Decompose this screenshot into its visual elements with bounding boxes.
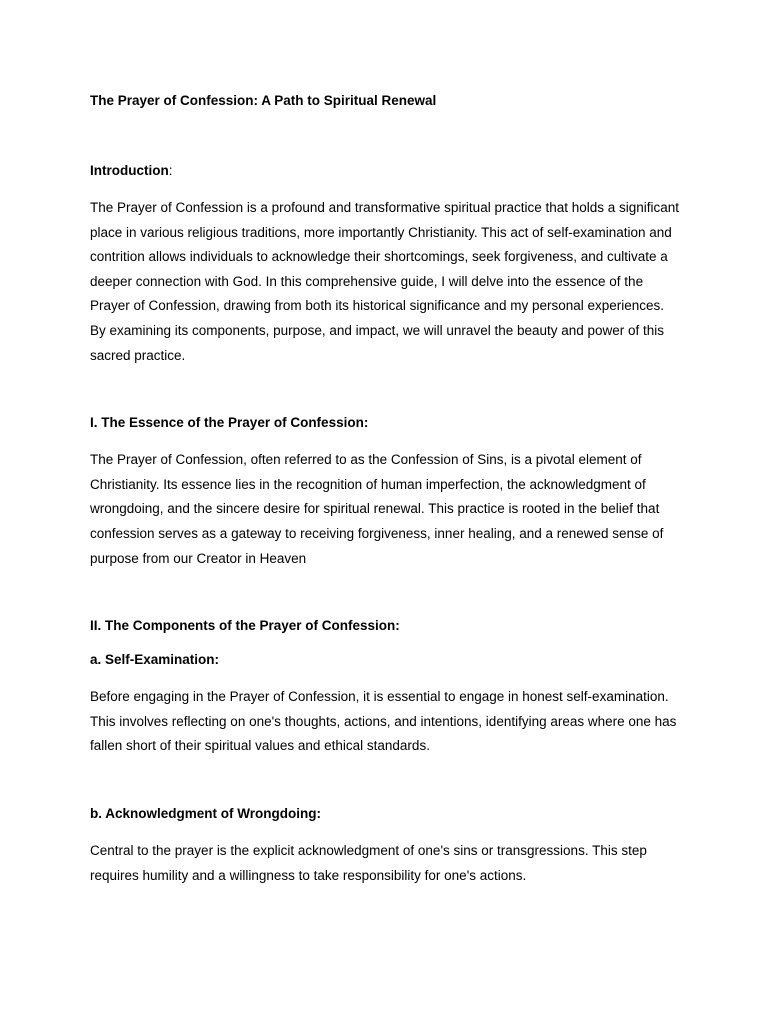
introduction-heading — [90, 162, 682, 180]
subsection-a-heading: a. Self-Examination: — [90, 652, 220, 668]
spacer — [90, 110, 682, 162]
spacer — [90, 669, 682, 685]
section-1-heading: I. The Essence of the Prayer of Confession: — [90, 415, 369, 431]
spacer — [90, 823, 682, 839]
spacer — [90, 635, 682, 651]
spacer — [90, 571, 682, 617]
subsection-a-paragraph: Before engaging in the Prayer of Confession, it is essential to engage in honest self-examination. This involves reflecting on one's thoughts, actions, and intentions, identifying areas where one has fallen short of their spiritual values and ethical standards. — [90, 689, 677, 754]
document-title: The Prayer of Confession: A Path to Spiritual Renewal — [90, 93, 437, 108]
introduction-heading-text: Introduction — [90, 163, 169, 178]
introduction-heading-colon: : — [168, 163, 173, 178]
spacer — [90, 432, 682, 448]
subsection-b-heading: b. Acknowledgment of Wrongdoing: — [90, 805, 321, 821]
subsection-b-paragraph: Central to the prayer is the explicit acknowledgment of one's sins or transgressions. This step requires humility and a willingness to take responsibility for one's actions. — [90, 842, 647, 883]
introduction-paragraph: The Prayer of Confession is a profound and transformative spiritual practice that holds a significant place in various religious traditions, more importantly Christianity. This act of self-examination and contrition allows individuals to acknowledge their shortcomings, seek forgiveness, and cultivate a deeper connection with God. In this comprehensive guide, I will delve into the essence of the Prayer of Confession, drawing from both its historical significance and my personal experiences. By examining its components, purpose, and impact, we will unravel the beauty and power of this sacred practice. — [90, 200, 680, 363]
section-1-paragraph: The Prayer of Confession, often referred to as the Confession of Sins, is a pivotal element of Christianity. Its essence lies in the recognition of human imperfection, the acknowledgment of wrongdoing, and the sincere desire for spiritual renewal. This practice is rooted in the belief that confession serves as a gateway to receiving forgiveness, inner healing, and a renewed sense of purpose from our Creator in Heaven — [90, 452, 664, 566]
spacer — [90, 759, 682, 805]
section-2-heading: II. The Components of the Prayer of Confession: — [90, 618, 400, 634]
spacer — [90, 180, 682, 196]
spacer — [90, 368, 682, 414]
